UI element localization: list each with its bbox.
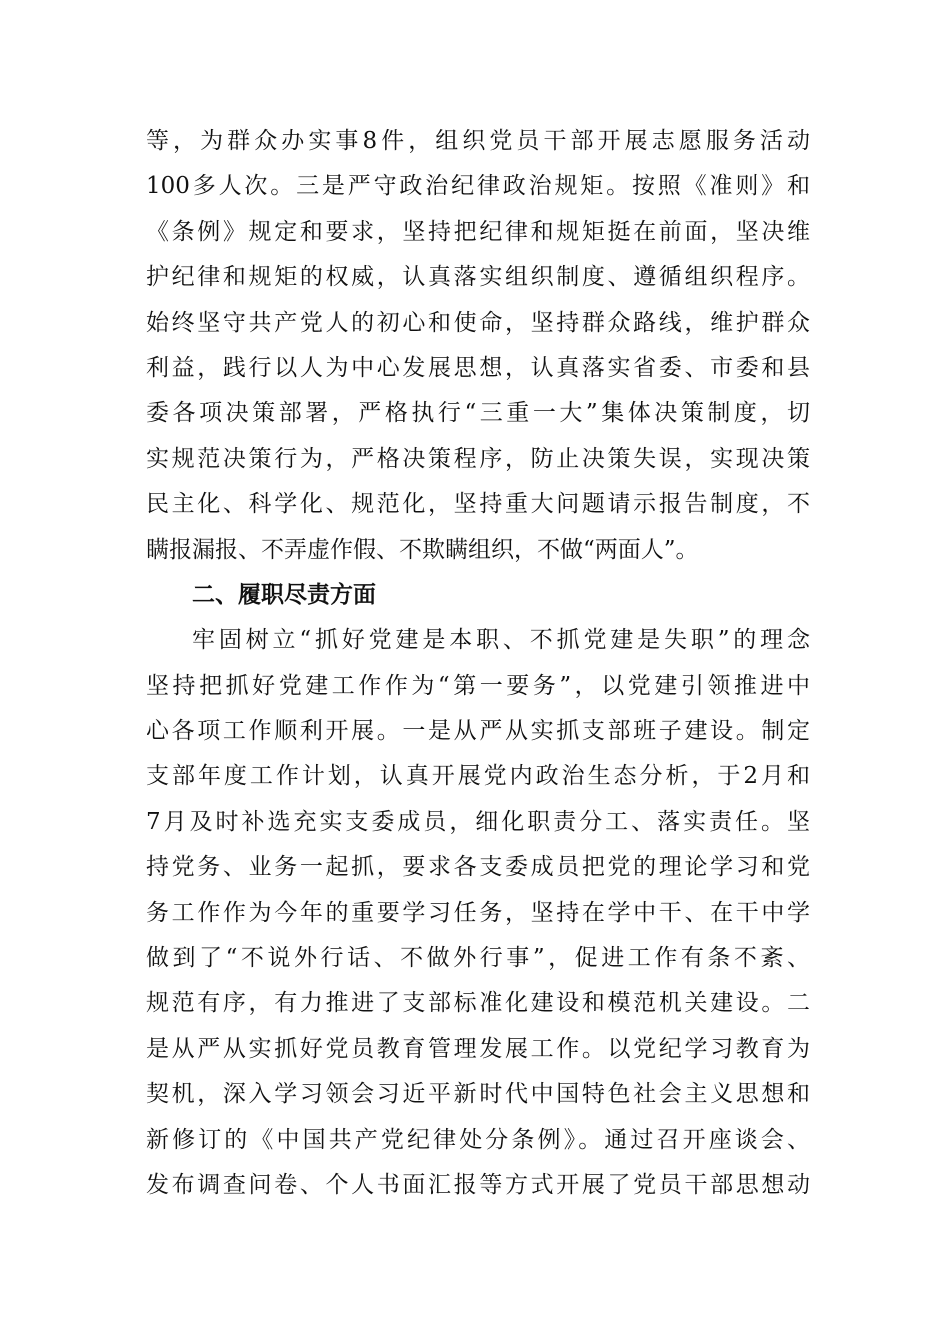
text-line: 坚持把抓好党建工作作为“第一要务”，以党建引领推进中 [146,672,810,699]
text-line: 100多人次。三是严守政治纪律政治规矩。按照《准则》和 [146,173,810,200]
text-line: 瞒报漏报、不弄虚作假、不欺瞒组织，不做“两面人”。 [146,536,699,563]
text-line: 实规范决策行为，严格决策程序，防止决策失误，实现决策 [146,445,810,472]
text-line: 心各项工作顺利开展。一是从严从实抓支部班子建设。制定 [146,718,810,745]
text-line: 支部年度工作计划，认真开展党内政治生态分析，于2月和 [146,763,810,790]
text-line: 利益，践行以人为中心发展思想，认真落实省委、市委和县 [146,354,810,381]
text-line: 《条例》规定和要求，坚持把纪律和规矩挺在前面，坚决维 [146,218,810,245]
text-line: 规范有序，有力推进了支部标准化建设和模范机关建设。二 [146,990,810,1017]
text-line: 护纪律和规矩的权威，认真落实组织制度、遵循组织程序。 [146,264,810,291]
text-line: 务工作作为今年的重要学习任务，坚持在学中干、在干中学 [146,899,810,926]
text-line: 发布调查问卷、个人书面汇报等方式开展了党员干部思想动 [146,1171,810,1198]
text-line: 等，为群众办实事8件，组织党员干部开展志愿服务活动 [146,128,810,154]
text-line: 民主化、科学化、规范化，坚持重大问题请示报告制度，不 [146,491,810,518]
text-line: 契机，深入学习领会习近平新时代中国特色社会主义思想和 [146,1081,810,1108]
text-line: 新修订的《中国共产党纪律处分条例》。通过召开座谈会、 [146,1126,810,1153]
text-line: 是从严从实抓好党员教育管理发展工作。以党纪学习教育为 [146,1035,810,1062]
document-body [146,119,810,1208]
section-heading: 二、履职尽责方面 [192,581,376,608]
text-line: 做到了“不说外行话、不做外行事”，促进工作有条不紊、 [146,945,810,972]
text-line: 持党务、业务一起抓，要求各支委成员把党的理论学习和党 [146,854,810,881]
text-line: 7月及时补选充实支委成员，细化职责分工、落实责任。坚 [146,808,810,835]
text-line: 牢固树立“抓好党建是本职、不抓党建是失职”的理念 [192,627,810,654]
text-line: 委各项决策部署，严格执行“三重一大”集体决策制度，切 [146,400,810,427]
text-line: 始终坚守共产党人的初心和使命，坚持群众路线，维护群众 [146,309,810,336]
